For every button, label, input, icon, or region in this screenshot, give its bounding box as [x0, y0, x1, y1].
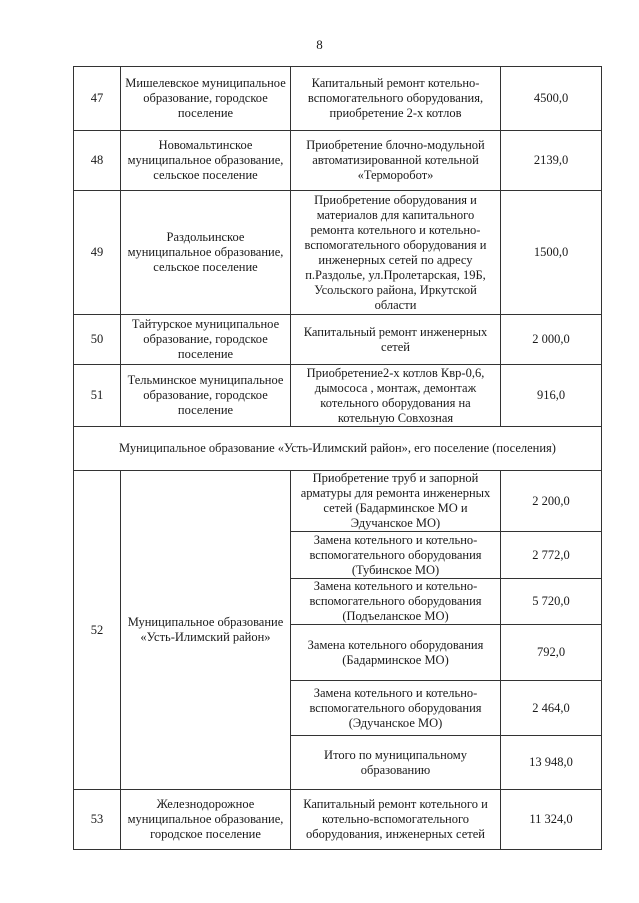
row-number: 51 — [74, 365, 121, 427]
table-row — [74, 131, 602, 191]
municipality-name: Мишелевское муниципальное образование, городское поселение — [121, 67, 291, 131]
municipality-name: Тельминское муниципальное образование, городское поселение — [121, 365, 291, 427]
row-number: 48 — [74, 131, 121, 191]
amount: 2 772,0 — [501, 532, 602, 579]
page-number: 8 — [316, 37, 323, 52]
municipality-name: Железнодорожное муниципальное образование, городское поселение — [121, 790, 291, 850]
table-row — [74, 365, 602, 427]
municipality-name: Муниципальное образование «Усть-Илимский район» — [121, 471, 291, 790]
work-description: Замена котельного и котельно-вспомогательного оборудования (Тубинское МО) — [291, 532, 501, 579]
row-number: 52 — [74, 471, 121, 790]
amount: 916,0 — [501, 365, 602, 427]
work-description: Приобретение оборудования и материалов для капитального ремонта котельного и котельно-вспомогательного оборудования и инженерных сетей по адресу п.Раздолье, ул.Пролетарская, 19Б, Усольского района, Иркутской области — [291, 191, 501, 315]
funding-table — [73, 66, 602, 850]
work-description: Приобретение труб и запорной арматуры для ремонта инженерных сетей (Бадарминское МО и Эдучанское МО) — [291, 471, 501, 532]
municipality-name: Тайтурское муниципальное образование, городское поселение — [121, 315, 291, 365]
amount: 1500,0 — [501, 191, 602, 315]
amount: 5 720,0 — [501, 579, 602, 625]
work-description: Капитальный ремонт котельно-вспомогательного оборудования, приобретение 2-х котлов — [291, 67, 501, 131]
amount: 11 324,0 — [501, 790, 602, 850]
work-description: Замена котельного и котельно-вспомогательного оборудования (Подъеланское МО) — [291, 579, 501, 625]
amount: 4500,0 — [501, 67, 602, 131]
table-row — [74, 191, 602, 315]
table-row — [74, 315, 602, 365]
row-number: 47 — [74, 67, 121, 131]
work-description: Приобретение2-х котлов Квр-0,6, дымососа , монтаж, демонтаж котельного оборудования на котельную Совхозная — [291, 365, 501, 427]
work-description: Капитальный ремонт котельного и котельно-вспомогательного оборудования, инженерных сетей — [291, 790, 501, 850]
table-row — [74, 471, 602, 532]
amount: 2139,0 — [501, 131, 602, 191]
table-row — [74, 790, 602, 850]
subtotal-label: Итого по муниципальному образованию — [291, 736, 501, 790]
work-description: Замена котельного оборудования (Бадарминское МО) — [291, 625, 501, 681]
row-number: 53 — [74, 790, 121, 850]
municipality-name: Раздольинское муниципальное образование, сельское поселение — [121, 191, 291, 315]
municipality-name: Новомальтинское муниципальное образование, сельское поселение — [121, 131, 291, 191]
amount: 792,0 — [501, 625, 602, 681]
section-header: Муниципальное образование «Усть-Илимский район», его поселение (поселения) — [74, 427, 602, 471]
row-number: 50 — [74, 315, 121, 365]
table-row — [74, 67, 602, 131]
amount: 2 200,0 — [501, 471, 602, 532]
section-header-row — [74, 427, 602, 471]
subtotal-amount: 13 948,0 — [501, 736, 602, 790]
amount: 2 464,0 — [501, 681, 602, 736]
row-number: 49 — [74, 191, 121, 315]
work-description: Приобретение блочно-модульной автоматизированной котельной «Терморобот» — [291, 131, 501, 191]
work-description: Замена котельного и котельно-вспомогательного оборудования (Эдучанское МО) — [291, 681, 501, 736]
amount: 2 000,0 — [501, 315, 602, 365]
work-description: Капитальный ремонт инженерных сетей — [291, 315, 501, 365]
